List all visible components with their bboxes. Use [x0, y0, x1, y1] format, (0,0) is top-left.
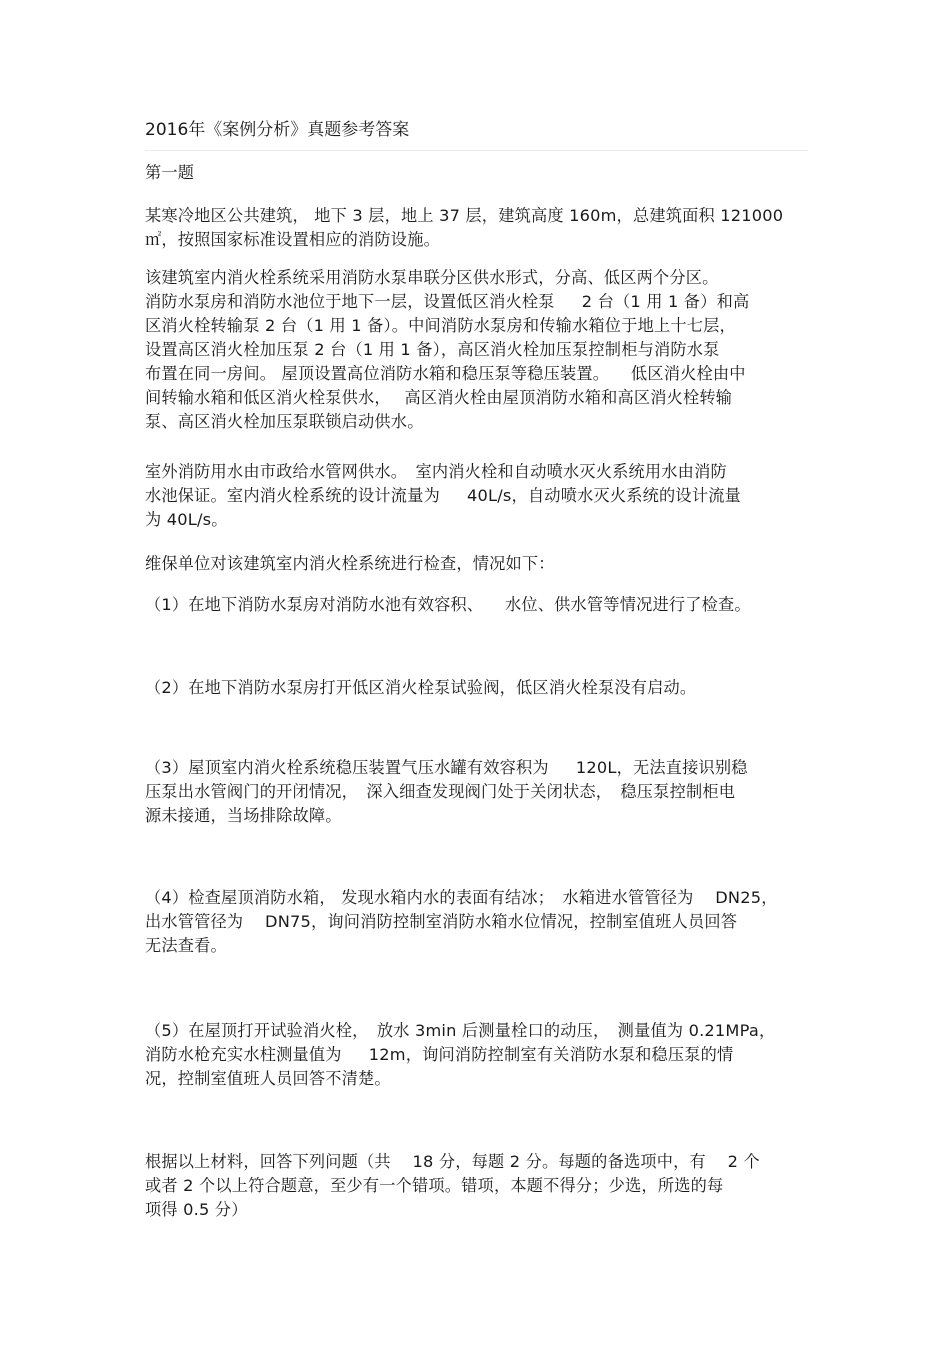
text-line: 出水管管径为 DN75，询问消防控制室消防水箱水位情况，控制室值班人员回答 — [145, 912, 738, 931]
text-line: （4）检查屋顶消防水箱， 发现水箱内水的表面有结冰； 水箱进水管管径为 DN25， — [145, 888, 778, 907]
text-line: 项得 0.5 分） — [145, 1200, 248, 1219]
text-line: 源未接通，当场排除故障。 — [145, 806, 342, 825]
text-line: 为 40L/s。 — [145, 510, 228, 529]
text-line: 设置高区消火栓加压泵 2 台（1 用 1 备），高区消火栓加压泵控制柜与消防水泵 — [145, 340, 720, 359]
paragraph-hydrant-system — [145, 266, 813, 434]
text-line: （5）在屋顶打开试验消火栓， 放水 3min 后测量栓口的动压， 测量值为 0.21MPa， — [145, 1021, 776, 1040]
inspection-item-1 — [145, 593, 813, 617]
text-line: 布置在同一房间。 屋顶设置高位消防水箱和稳压泵等稳压装置。 低区消火栓由中 — [145, 364, 746, 383]
text-line: 室外消防用水由市政给水管网供水。 室内消火栓和自动喷水灭火系统用水由消防 — [145, 462, 727, 481]
text-line: 维保单位对该建筑室内消火栓系统进行检查，情况如下： — [145, 554, 555, 573]
text-line: 况，控制室值班人员回答不清楚。 — [145, 1069, 391, 1088]
text-line: 消防水泵房和消防水池位于地下一层，设置低区消火栓泵 2 台（1 用 1 备）和高 — [145, 292, 750, 311]
text-line: （1）在地下消防水泵房对消防水池有效容积、 水位、供水管等情况进行了检查。 — [145, 595, 751, 614]
paragraph-water-supply — [145, 460, 813, 532]
text-line: 根据以上材料，回答下列问题（共 18 分，每题 2 分。每题的备选项中，有 2 个 — [145, 1152, 760, 1171]
text-line: （2）在地下消防水泵房打开低区消火栓泵试验阀，低区消火栓泵没有启动。 — [145, 678, 697, 697]
document-title: 2016年《案例分析》真题参考答案 — [145, 120, 410, 140]
paragraph-question-instructions — [145, 1150, 813, 1222]
text-line: 或者 2 个以上符合题意，至少有一个错项。错项，本题不得分；少选，所选的每 — [145, 1176, 724, 1195]
title-divider — [145, 150, 808, 151]
section-heading-text: 第一题 — [145, 163, 195, 182]
text-line: （3）屋顶室内消火栓系统稳压装置气压水罐有效容积为 120L，无法直接识别稳 — [145, 758, 748, 777]
inspection-item-3 — [145, 756, 813, 828]
paragraph-building-overview — [145, 204, 813, 252]
inspection-item-5 — [145, 1019, 813, 1091]
text-line: 某寒冷地区公共建筑， 地下 3 层，地上 37 层，建筑高度 160m，总建筑面积 121000 — [145, 206, 784, 225]
text-line: 无法查看。 — [145, 936, 227, 955]
paragraph-inspection-intro — [145, 552, 813, 576]
section-heading — [145, 161, 813, 185]
text-line: 间转输水箱和低区消火栓泵供水， 高区消火栓由屋顶消防水箱和高区消火栓转输 — [145, 388, 733, 407]
text-line: 泵、高区消火栓加压泵联锁启动供水。 — [145, 412, 424, 431]
text-line: 该建筑室内消火栓系统采用消防水泵串联分区供水形式，分高、低区两个分区。 — [145, 268, 719, 287]
inspection-item-4 — [145, 886, 813, 958]
text-line: 消防水枪充实水柱测量值为 12m，询问消防控制室有关消防水泵和稳压泵的情 — [145, 1045, 734, 1064]
text-line: 压泵出水管阀门的开闭情况， 深入细查发现阀门处于关闭状态， 稳压泵控制柜电 — [145, 782, 736, 801]
inspection-item-2 — [145, 676, 813, 700]
text-line: ㎡，按照国家标准设置相应的消防设施。 — [145, 230, 440, 249]
text-line: 水池保证。室内消火栓系统的设计流量为 40L/s，自动喷水灭火系统的设计流量 — [145, 486, 741, 505]
text-line: 区消火栓转输泵 2 台（1 用 1 备）。中间消防水泵房和传输水箱位于地上十七层， — [145, 316, 736, 335]
